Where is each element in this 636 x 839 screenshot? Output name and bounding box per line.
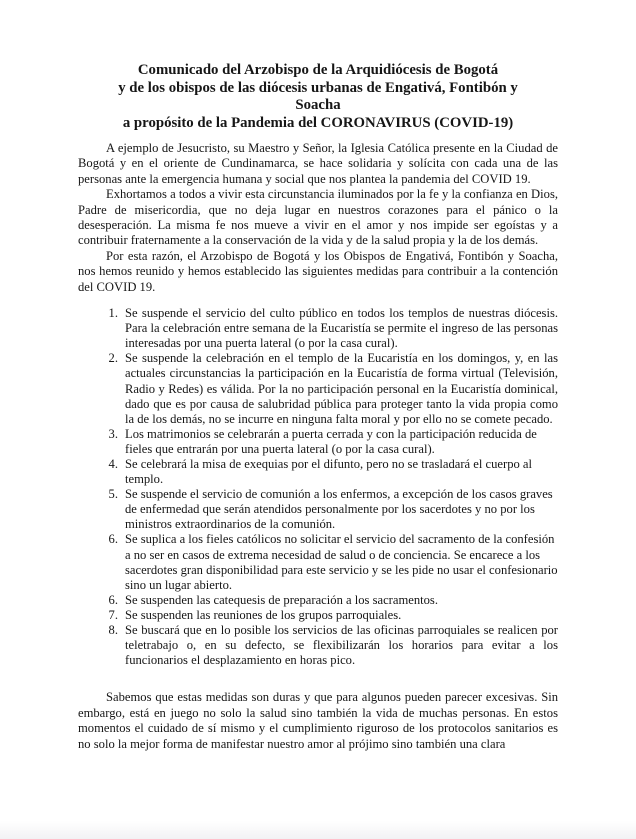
measure-text: Se suspende el servicio del culto público en todos los templos de nuestras diócesis. Para la celebración entre semana de la Eucaristía se permite el ingreso de las personas interesadas por una puerta lateral (o por la casa cural). [125,306,558,351]
title-line: Comunicado del Arzobispo de la Arquidiócesis de Bogotá [137,62,499,78]
measure-text: Se suplica a los fieles católicos no solicitar el servicio del sacramento de la confesión a no ser en casos de extrema necesidad de salud o de conciencia. Se encarece a los sacerdotes gran disponibilidad para este servicio y se les pide no usar el confesionario sino un lugar abierto. [125,532,558,592]
measure-text: Se celebrará la misa de exequias por el difunto, pero no se trasladará el cuerpo al templo. [125,457,533,487]
title-line: y de los obispos de las diócesis urbanas de Engativá, Fontibón y [118,79,518,96]
measure-number: 6. [108,592,118,607]
title-line: Soacha [295,97,341,113]
measure-item [78,351,558,426]
page-bottom-edge [0,821,636,839]
measure-text: Los matrimonios se celebrarán a puerta cerrada y con la participación reducida de fieles que entrarán por una puerta lateral (o por la casa cural). [125,426,537,456]
measure-text: Se suspenden las reuniones de los grupos parroquiales. [125,607,402,622]
body-paragraph: A ejemplo de Jesucristo, su Maestro y Señor, la Iglesia Católica presente en la Ciudad de Bogotá y en el oriente de Cundinamarca, se hace solidaria y solícita con cada una de las personas ante la emergencia humana y social que nos plantea la pandemia del COVID 19. [78,141,558,186]
measure-text: Se buscará que en lo posible los servicios de las oficinas parroquiales se realicen por teletrabajo o, en su defecto, se flexibilizarán los horarios para evitar a los funcionarios el desplazamiento en horas pico. [125,623,558,668]
measure-number: 5. [108,487,118,502]
body-paragraph: Exhortamos a todos a vivir esta circunstancia iluminados por la fe y la confianza en Dios, Padre de misericordia, que no deja lugar en nuestros corazones para el pánico o la desesperación. La misma fe nos mueve a vivir en el amor y nos impide ser egoístas y a contribuir fraternamente a la conservación de la vida y de la salud propia y la de los demás. [78,187,558,248]
measure-item [78,427,558,457]
title-line: a propósito de la Pandemia del CORONAVIRUS (COVID-19) [122,114,514,131]
measure-item [78,532,558,592]
document-body [78,141,558,752]
measure-text: Se suspende la celebración en el templo de la Eucaristía en los domingos, y, en las actuales circunstancias la participación en la Eucaristía de forma virtual (Televisión, Radio y Redes) es válida. Por la no participación personal en la Eucaristía dominical, dado que es por causa de salubridad pública para proteger tanto la vida propia como la de los demás, no se incurre en ninguna falta moral y por ello no se comete pecado. [125,351,558,426]
measure-number: 1. [108,306,118,321]
measure-number: 4. [108,457,118,471]
communique-title [78,62,558,132]
measure-item [78,608,558,623]
measures-list [78,306,558,668]
measure-number: 2. [108,351,118,366]
measure-number: 8. [108,623,118,638]
measure-item [78,593,558,608]
measure-item [78,306,558,351]
measure-text: Se suspenden las catequesis de preparación a los sacramentos. [125,592,438,607]
measure-number: 7. [108,607,118,622]
measure-number: 3. [108,426,118,441]
body-paragraph: Por esta razón, el Arzobispo de Bogotá y los Obispos de Engativá, Fontibón y Soacha, nos hemos reunido y hemos establecido las siguientes medidas para contribuir a la contención del COVID 19. [78,248,558,294]
measure-item [78,457,558,487]
closing-paragraph: Sabemos que estas medidas son duras y que para algunos pueden parecer excesivas. Sin embargo, está en juego no solo la salud sino también la vida de muchas personas. En estos momentos el cuidado de sí mismo y el cumplimiento riguroso de los protocolos sanitarios es no solo la mejor forma de manifestar nuestro amor al prójimo sino también una clara [78,690,558,751]
measure-item [78,487,558,532]
measure-number: 6. [108,532,118,547]
measure-item [78,623,558,668]
measure-text: Se suspende el servicio de comunión a los enfermos, a excepción de los casos graves de enfermedad que serán atendidos personalmente por los sacerdotes y no por los ministros extraordinarios de la comunión. [125,487,553,532]
